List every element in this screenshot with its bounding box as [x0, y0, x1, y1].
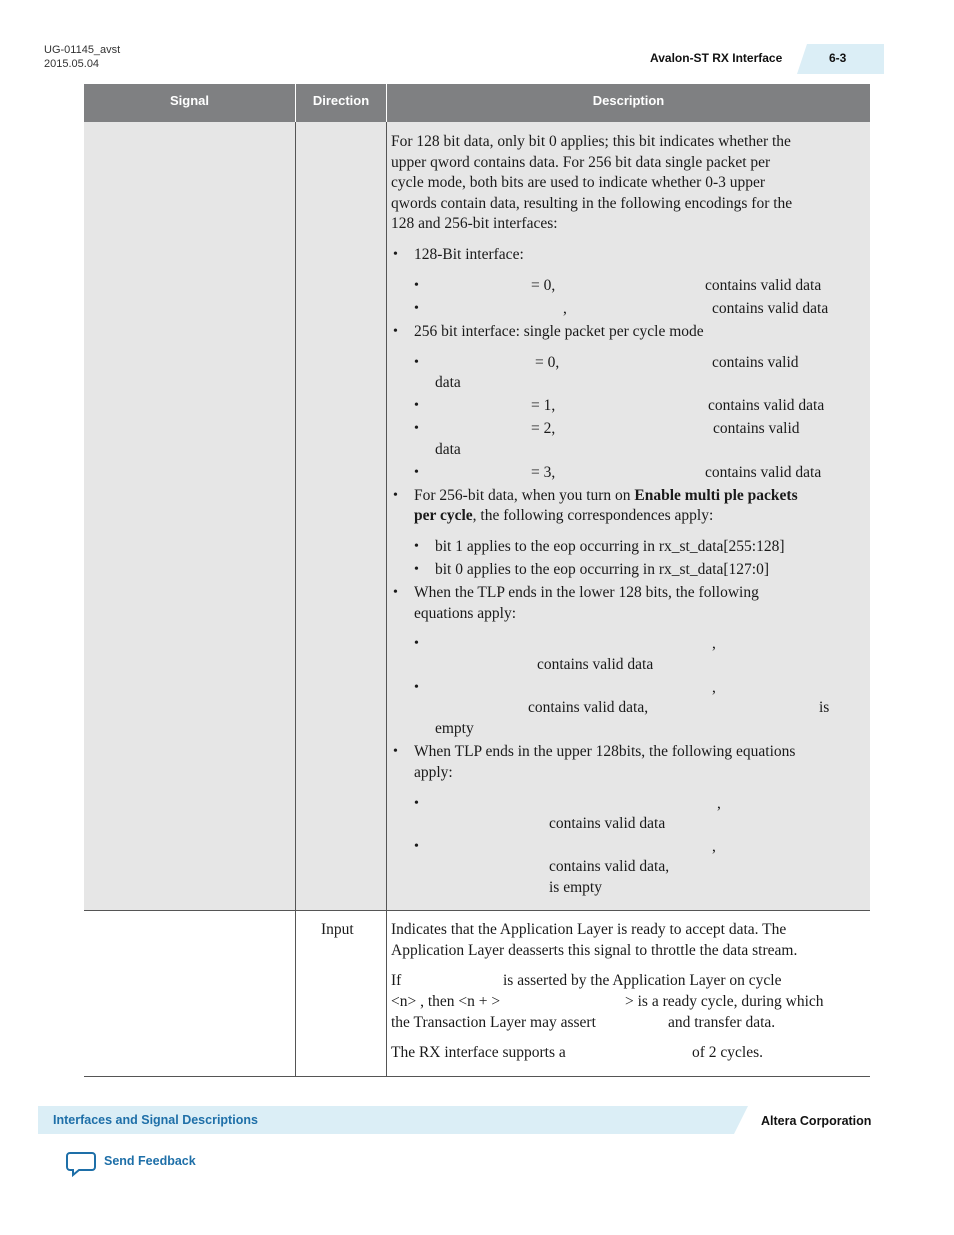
intro-line: cycle mode, both bits are used to indicate whether 0-3 upper: [391, 174, 766, 191]
encoding-eq: = 3,: [531, 464, 556, 481]
speech-bubble-icon[interactable]: [66, 1151, 96, 1177]
document-id: [44, 43, 120, 71]
encoding-eq: = 2,: [531, 420, 556, 437]
column-header-direction: Direction: [312, 93, 370, 108]
bullet-icon: •: [414, 421, 419, 436]
doc-number: UG-01145_avst: [44, 44, 121, 56]
footer-chapter-title[interactable]: Interfaces and Signal Descriptions: [53, 1113, 258, 1127]
column-header-description: Description: [592, 93, 665, 108]
bullet-icon: •: [414, 301, 419, 316]
description-text: and transfer data.: [668, 1014, 776, 1031]
column-divider: [295, 122, 296, 1076]
multi-packet-line: [414, 505, 713, 526]
description-line: Application Layer deasserts this signal to throttle the data stream.: [391, 942, 798, 959]
bullet-icon: •: [414, 636, 419, 651]
encoding-text: contains valid: [713, 420, 800, 437]
bullet-icon: •: [414, 562, 419, 577]
intro-line: For 128 bit data, only bit 0 applies; this bit indicates whether the: [391, 133, 791, 150]
equation-comma: ,: [712, 679, 716, 696]
list-item: bit 0 applies to the eop occurring in rx_st_data[127:0]: [435, 561, 770, 578]
list-item-lower-title: equations apply:: [414, 605, 517, 622]
bullet-icon: •: [393, 744, 398, 759]
section-title: Avalon-ST RX Interface: [650, 51, 783, 65]
multi-packet-text: , the following correspondences apply:: [472, 507, 714, 524]
intro-line: upper qword contains data. For 256 bit data single packet per: [391, 154, 771, 171]
list-item: bit 1 applies to the eop occurring in rx_st_data[255:128]: [435, 538, 785, 555]
list-item-256-title: 256 bit interface: single packet per cycle mode: [414, 323, 704, 340]
bullet-icon: •: [414, 465, 419, 480]
description-line: Indicates that the Application Layer is ready to accept data. The: [391, 921, 787, 938]
encoding-text: contains valid data: [705, 277, 822, 294]
bullet-icon: •: [393, 585, 398, 600]
description-text: The RX interface supports a: [391, 1044, 566, 1061]
column-header-signal: Signal: [169, 93, 209, 108]
encoding-text: contains valid: [712, 354, 799, 371]
list-item-upper-title: When TLP ends in the upper 128bits, the following equations: [414, 743, 796, 760]
column-divider: [386, 122, 387, 1076]
option-name: per cycle: [414, 507, 473, 524]
option-name: Enable multi ple packets: [634, 487, 798, 504]
equation-comma: ,: [712, 838, 716, 855]
equation-text: contains valid data: [537, 656, 654, 673]
description-text: If: [391, 972, 402, 989]
encoding-text-cont: data: [435, 374, 461, 391]
equation-comma: ,: [712, 635, 716, 652]
encoding-text: contains valid data: [712, 300, 829, 317]
bullet-icon: •: [393, 488, 398, 503]
description-text: <n> , then <n + >: [391, 993, 501, 1010]
row-divider: [84, 910, 870, 911]
encoding-eq: ,: [563, 300, 567, 317]
page-number: 6-3: [829, 51, 847, 65]
send-feedback-link[interactable]: Send Feedback: [104, 1154, 196, 1168]
list-item-128-title: 128-Bit interface:: [414, 246, 524, 263]
description-text: is asserted by the Application Layer on cycle: [503, 972, 782, 989]
bullet-icon: •: [414, 680, 419, 695]
equation-text-cont: empty: [435, 720, 474, 737]
bullet-icon: •: [414, 398, 419, 413]
footer-company: Altera Corporation: [761, 1114, 872, 1128]
equation-is: is: [819, 699, 830, 716]
encoding-text-cont: data: [435, 441, 461, 458]
encoding-eq: = 1,: [531, 397, 556, 414]
direction-cell: Input: [321, 921, 354, 938]
table-header: [84, 84, 870, 122]
bullet-icon: •: [414, 278, 419, 293]
bullet-icon: •: [414, 839, 419, 854]
bullet-icon: •: [393, 247, 398, 262]
description-text: > is a ready cycle, during which: [625, 993, 824, 1010]
bullet-icon: •: [414, 539, 419, 554]
equation-text: contains valid data: [549, 815, 666, 832]
equation-text: contains valid data,: [549, 858, 670, 875]
doc-date: 2015.05.04: [44, 58, 100, 70]
row-divider: [84, 1076, 870, 1077]
description-text: of 2 cycles.: [692, 1044, 764, 1061]
encoding-text: contains valid data: [705, 464, 822, 481]
multi-packet-line: [414, 485, 798, 506]
equation-comma: ,: [717, 795, 721, 812]
list-item-lower-title: When the TLP ends in the lower 128 bits, the following: [414, 584, 759, 601]
multi-packet-text: For 256-bit data, when you turn on: [414, 487, 635, 504]
equation-text: contains valid data,: [528, 699, 649, 716]
description-text: the Transaction Layer may assert: [391, 1014, 596, 1031]
encoding-text: contains valid data: [708, 397, 825, 414]
bullet-icon: •: [393, 324, 398, 339]
intro-line: qwords contain data, resulting in the following encodings for the: [391, 195, 793, 212]
bullet-icon: •: [414, 796, 419, 811]
encoding-eq: = 0,: [535, 354, 560, 371]
list-item-upper-title: apply:: [414, 764, 453, 781]
bullet-icon: •: [414, 355, 419, 370]
equation-text-cont: is empty: [549, 879, 602, 896]
intro-line: 128 and 256-bit interfaces:: [391, 215, 558, 232]
encoding-eq: = 0,: [531, 277, 556, 294]
